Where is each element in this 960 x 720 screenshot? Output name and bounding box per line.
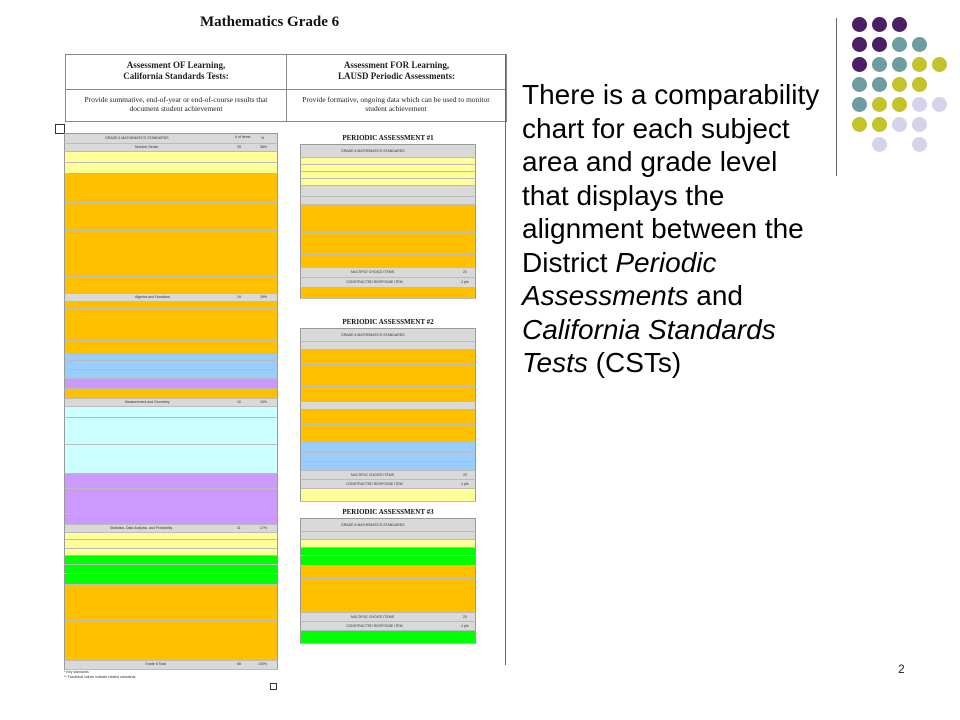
standard-row: [64, 174, 278, 203]
standard-row: [300, 255, 476, 268]
footnote: * Key standards: [64, 670, 89, 674]
standard-row: [300, 158, 476, 165]
section-row: [64, 294, 278, 302]
pa2-header-label: GRADE 6 MATHEMATICS STANDARDS: [341, 333, 405, 337]
pa3-header-row: [300, 518, 476, 532]
pa2-header-row: [300, 328, 476, 342]
pa1-cr-label: CONSTRUCTED RESPONSE ITEM: [346, 280, 403, 284]
pa1-mc-label: MULTIPLE CHOICE ITEMS: [351, 270, 395, 274]
page-number: 2: [898, 662, 905, 676]
slide-body-text: [522, 78, 822, 380]
standard-row: [300, 600, 476, 613]
pa1-mc-value: 20: [463, 270, 467, 274]
standard-row: [64, 309, 278, 322]
standard-row: [300, 442, 476, 453]
dot: [852, 57, 867, 72]
standard-row: [300, 172, 476, 179]
standard-row: [64, 277, 278, 294]
standard-row: [300, 540, 476, 548]
pa3-title: PERIODIC ASSESSMENT #3: [342, 508, 434, 516]
mc-row: [300, 268, 476, 278]
section-items: 19: [237, 295, 241, 299]
dot: [852, 37, 867, 52]
dot: [852, 77, 867, 92]
dot: [892, 97, 907, 112]
total-items: 65: [237, 662, 241, 666]
section-row: [300, 342, 476, 350]
total-pct: 100%: [258, 662, 267, 666]
header-left-line1: Assessment OF Learning,: [126, 60, 226, 70]
dot: [872, 17, 887, 32]
pa1-title: PERIODIC ASSESSMENT #1: [342, 134, 434, 142]
dot: [892, 17, 907, 32]
standard-row: [64, 163, 278, 174]
pct-column-header: %: [261, 136, 265, 140]
standard-row: [300, 233, 476, 244]
section-name: Number Sense: [135, 145, 159, 149]
header-right-line1: Assessment FOR Learning,: [343, 60, 450, 70]
section-row: [300, 186, 476, 197]
pa2-mc-label: MULTIPLE CHOICE ITEMS: [351, 473, 395, 477]
standard-row: [64, 533, 278, 540]
standard-row: [64, 585, 278, 598]
standard-row: [300, 556, 476, 566]
dot: [852, 17, 867, 32]
standard-row: [64, 407, 278, 418]
dot: [872, 57, 887, 72]
assessment-header-table: [65, 54, 507, 122]
divider-line: [505, 55, 506, 665]
standard-row: [300, 548, 476, 556]
cr-row: [300, 480, 476, 489]
mc-row: [300, 613, 476, 622]
dot: [892, 37, 907, 52]
standard-row: [64, 203, 278, 214]
accent-line: [836, 18, 837, 176]
dot: [872, 137, 887, 152]
standards-header-row: [64, 133, 278, 144]
section-name: Algebra and Functions: [135, 295, 171, 299]
standard-row: [64, 354, 278, 361]
pa3-cr-label: CONSTRUCTED RESPONSE ITEM: [346, 624, 403, 628]
dot: [912, 37, 927, 52]
standard-row: [64, 322, 278, 341]
standard-row: [64, 302, 278, 309]
pa1-header-label: GRADE 6 MATHEMATICS STANDARDS: [341, 149, 405, 153]
dot: [912, 57, 927, 72]
header-left-description: Provide summative, end-of-year or end-of-course results that document student achievement: [84, 95, 268, 113]
standard-row: [300, 489, 476, 502]
pa1-header-row: [300, 144, 476, 158]
pa2-title: PERIODIC ASSESSMENT #2: [342, 318, 434, 326]
section-items: 25: [237, 145, 241, 149]
standard-row: [64, 445, 278, 474]
pa2-cr-label: CONSTRUCTED RESPONSE ITEM: [346, 482, 403, 486]
standard-row: [64, 540, 278, 549]
body-text-part: (CSTs): [587, 347, 682, 378]
dot: [912, 117, 927, 132]
total-label: Grade 6 Total: [145, 662, 166, 666]
pa1-cr-value: 4 pts: [461, 280, 469, 284]
standard-row: [64, 231, 278, 248]
standard-row: [64, 474, 278, 489]
periodic-assessment-3-table: [300, 506, 476, 644]
standard-row: [300, 631, 476, 644]
dot: [872, 37, 887, 52]
dot: [852, 97, 867, 112]
standard-row: [300, 222, 476, 233]
section-row: [300, 532, 476, 540]
pa3-header-label: GRADE 6 MATHEMATICS STANDARDS: [341, 523, 405, 527]
section-pct: 29%: [260, 295, 268, 299]
standard-row: [64, 574, 278, 585]
section-pct: 17%: [260, 526, 268, 530]
section-name: Measurement and Geometry: [125, 400, 170, 404]
section-name: Statistics, Data Analysis, and Probability: [110, 526, 173, 530]
dot: [932, 57, 947, 72]
standard-row: [64, 152, 278, 163]
section-items: 10: [237, 400, 241, 404]
standards-header-label: GRADE 6 MATHEMATICS STANDARDS: [105, 136, 169, 140]
standard-row: [64, 514, 278, 525]
dot: [932, 97, 947, 112]
footnote: ** Fractional values indicate rotated standards: [64, 675, 136, 679]
standard-row: [64, 341, 278, 354]
body-text-part: There is a comparability chart for each subject area and grade level that displays the alignment between the District: [522, 79, 820, 278]
standard-row: [64, 565, 278, 574]
pa3-mc-value: 20: [463, 615, 467, 619]
section-row: [64, 525, 278, 533]
dot: [852, 117, 867, 132]
section-row: [300, 197, 476, 205]
dot: [872, 77, 887, 92]
body-text-part: and: [688, 280, 743, 311]
standard-row: [64, 248, 278, 277]
standard-row: [64, 361, 278, 370]
mc-row: [300, 471, 476, 480]
total-row: [64, 661, 278, 670]
dot: [872, 97, 887, 112]
standard-row: [64, 621, 278, 648]
standard-row: [300, 410, 476, 425]
standard-row: [300, 365, 476, 372]
standard-row: [64, 370, 278, 379]
section-row: [300, 402, 476, 410]
dot: [912, 77, 927, 92]
standard-row: [64, 389, 278, 399]
standards-table: [64, 133, 278, 680]
standard-row: [300, 453, 476, 462]
resize-handle-icon: [270, 683, 277, 690]
periodic-assessment-1-table: [300, 132, 476, 299]
standard-row: [300, 462, 476, 471]
dot: [872, 117, 887, 132]
dot: [912, 97, 927, 112]
dot: [892, 117, 907, 132]
standard-row: [64, 418, 278, 445]
standard-row: [64, 214, 278, 231]
standard-row: [300, 350, 476, 365]
cr-row: [300, 278, 476, 288]
section-pct: 15%: [260, 400, 268, 404]
standard-row: [64, 549, 278, 556]
section-row: [64, 144, 278, 152]
standard-row: [300, 244, 476, 255]
pa3-cr-value: 4 pts: [461, 624, 469, 628]
section-row: [64, 399, 278, 407]
section-pct: 38%: [260, 145, 268, 149]
body-text-italic: Periodic Assessments: [522, 246, 717, 311]
cr-row: [300, 622, 476, 631]
dot: [892, 77, 907, 92]
periodic-assessment-2-table: [300, 316, 476, 502]
standard-row: [300, 372, 476, 387]
standard-row: [300, 387, 476, 402]
pa2-mc-value: 20: [463, 473, 467, 477]
header-right-line2: LAUSD Periodic Assessments:: [338, 71, 455, 81]
standard-row: [64, 489, 278, 514]
standard-row: [64, 648, 278, 661]
header-right-description: Provide formative, ongoing data which can be used to monitor student achievement: [302, 95, 490, 113]
standard-row: [300, 566, 476, 579]
body-text-italic: California Standards Tests: [522, 313, 776, 378]
standard-row: [300, 165, 476, 172]
standard-row: [300, 425, 476, 442]
standard-row: [300, 179, 476, 186]
dot: [892, 57, 907, 72]
standard-row: [64, 556, 278, 565]
section-items: 11: [237, 526, 241, 530]
pa3-mc-label: MULTIPLE CHOICE ITEMS: [351, 615, 395, 619]
chart-title: Mathematics Grade 6: [200, 14, 340, 30]
items-column-header: # of Items: [235, 135, 251, 139]
dot: [912, 137, 927, 152]
standard-row: [300, 288, 476, 299]
standard-row: [300, 579, 476, 600]
pa2-cr-value: 4 pts: [461, 482, 469, 486]
header-left-line2: California Standards Tests:: [123, 71, 229, 81]
standard-row: [64, 598, 278, 621]
standard-row: [64, 379, 278, 389]
standard-row: [300, 205, 476, 222]
